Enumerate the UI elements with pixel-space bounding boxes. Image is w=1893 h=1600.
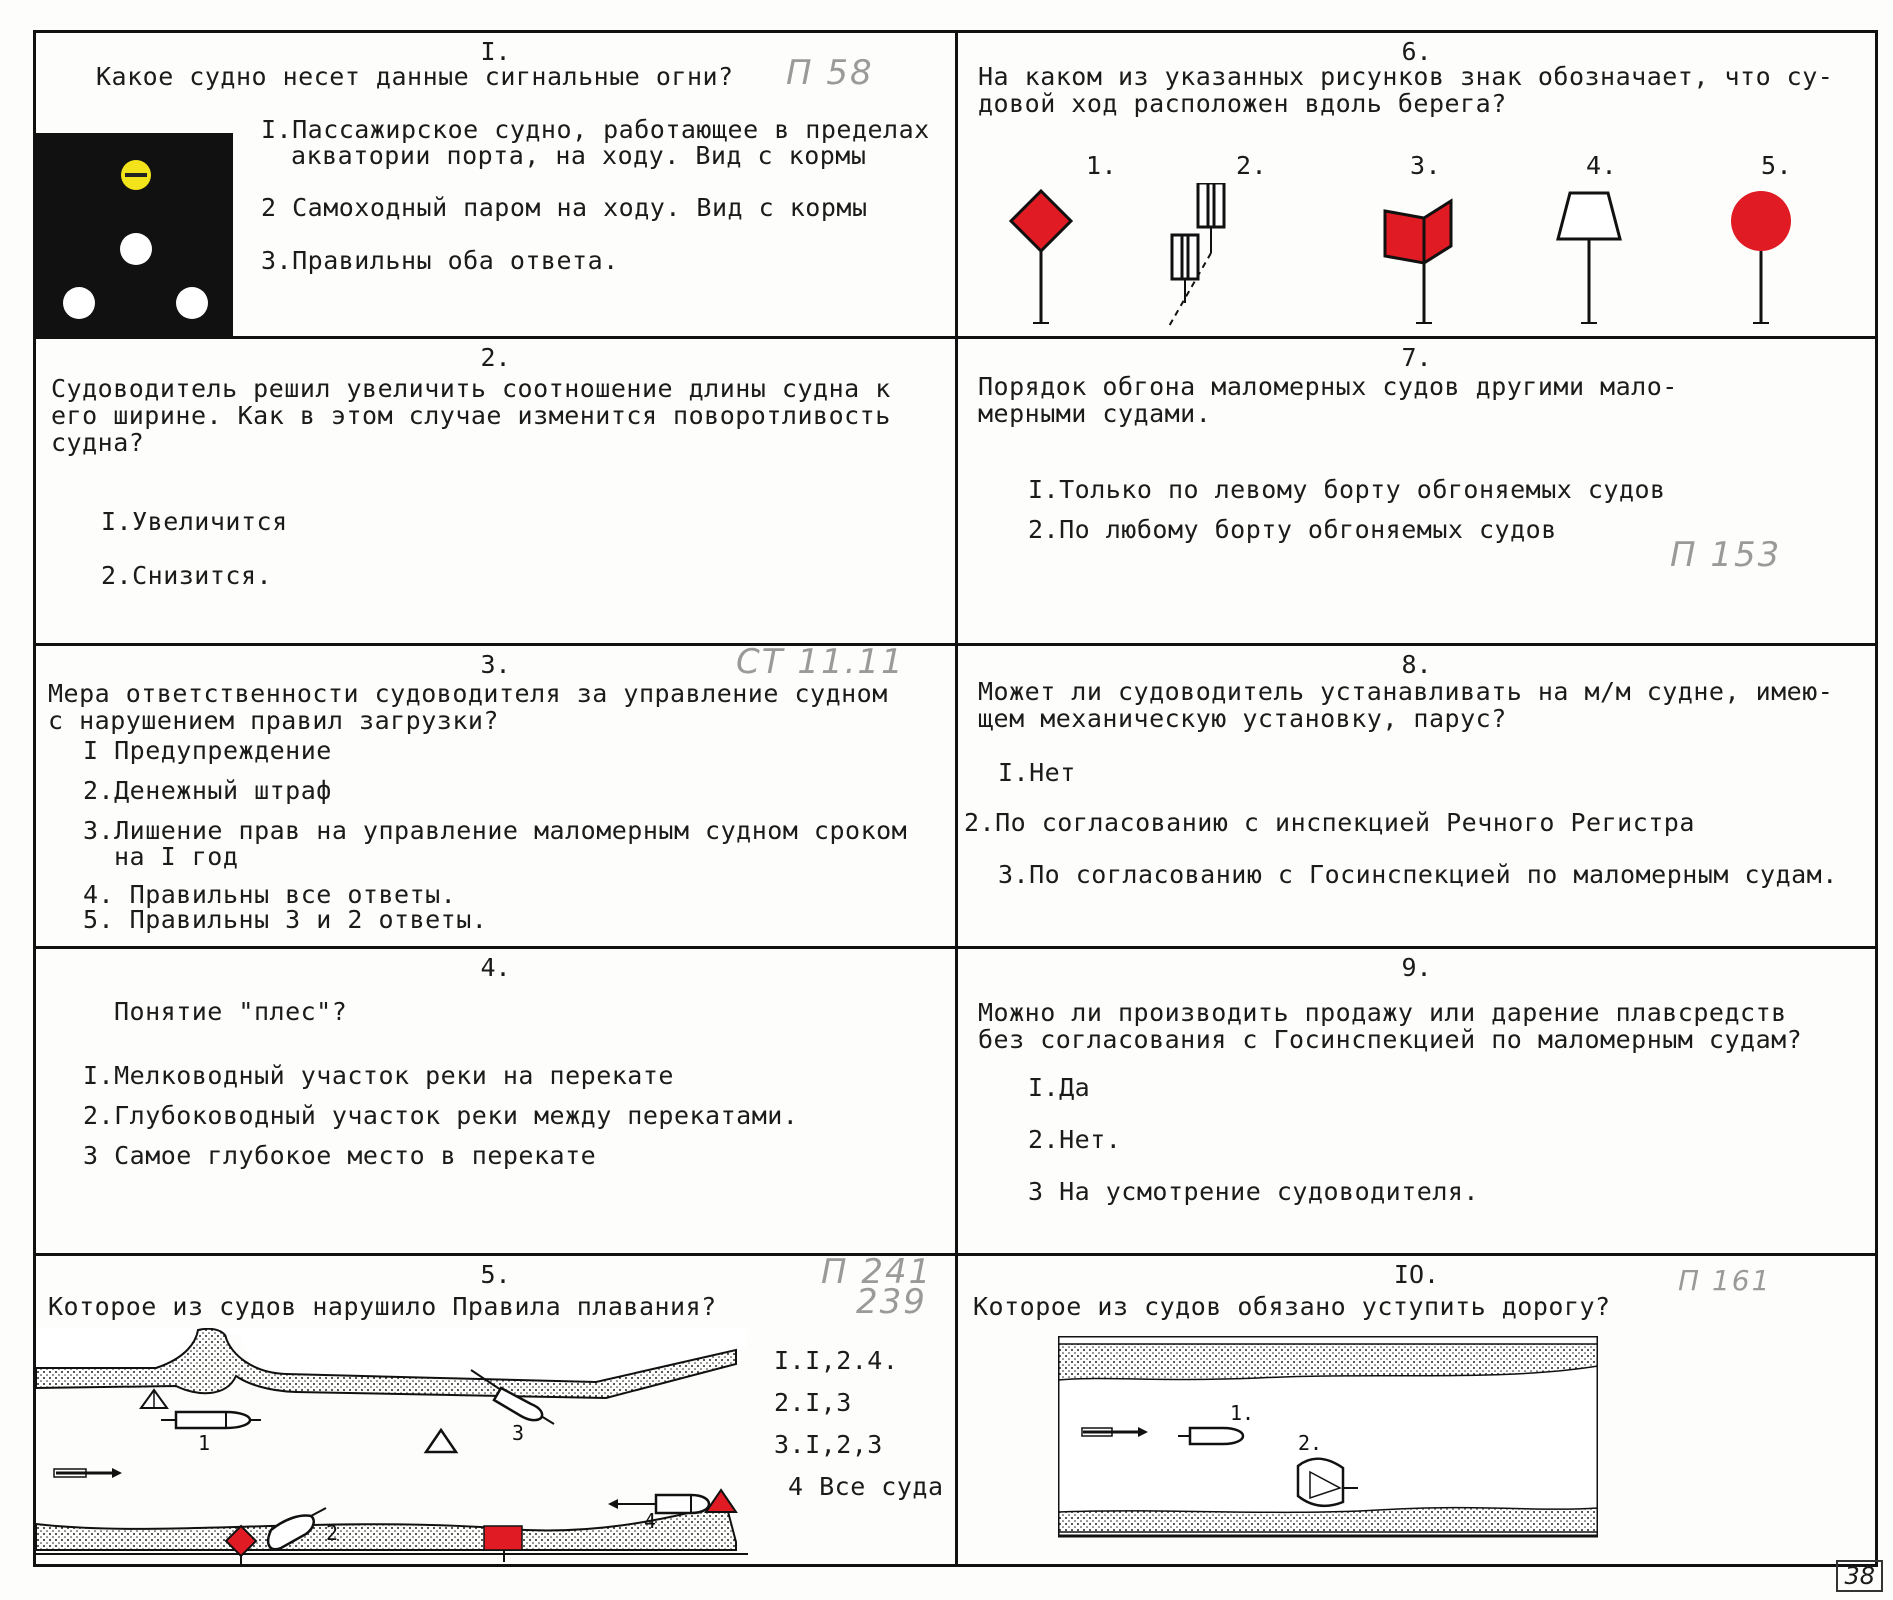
answer-option: акватории порта, на ходу. Вид с кормы (291, 141, 867, 170)
question-text: Судоводитель решил увеличить соотношение длины судна к его ширине. Как в этом случае изменится поворотливость судна? (51, 374, 891, 457)
answer-option: 3.I,2,3 (774, 1430, 883, 1459)
handwritten-reference: П 161 (1678, 1264, 1772, 1297)
question-7-card (958, 339, 1875, 646)
white-light-icon (120, 233, 152, 265)
vessel-1-icon (141, 1390, 261, 1428)
answer-option: 2.I,3 (774, 1388, 852, 1417)
answer-option: 2.Нет. (1028, 1125, 1122, 1154)
answer-option: 3.Правильны оба ответа. (261, 246, 619, 275)
question-text: Которое из судов обязано уступить дорогу? (973, 1292, 1611, 1321)
answer-option: 2.Глубоководный участок реки между перекатами. (83, 1101, 799, 1130)
handwritten-reference: 239 (856, 1282, 927, 1322)
handwritten-reference: П 153 (1670, 535, 1782, 575)
answer-option: I.Мелководный участок реки на перекате (83, 1061, 674, 1090)
question-number: 7. (1401, 343, 1432, 372)
page-number: 38 (1836, 1560, 1883, 1592)
question-6-card (958, 33, 1875, 339)
vessel-label: 4 (644, 1509, 657, 1533)
sign-1-red-diamond-icon (1011, 191, 1071, 323)
river-diagram-figure (36, 1328, 748, 1564)
question-number: 4. (480, 953, 511, 982)
answer-option: 2.По согласованию с инспекцией Речного Регистра (964, 808, 1695, 837)
sign-2-leading-marks-icon (1168, 183, 1224, 328)
question-2-card (36, 339, 958, 646)
answer-option: 3.Лишение прав на управление маломерным судном сроком (83, 816, 908, 845)
white-light-icon (63, 287, 95, 319)
sign-label: 3. (1410, 151, 1442, 180)
vessel-label: 3 (512, 1421, 525, 1445)
vessel-label: 2 (326, 1521, 339, 1545)
handwritten-reference: СТ 11.11 (736, 642, 905, 682)
handwritten-reference: П 58 (786, 53, 874, 93)
navigation-signs-figure (958, 183, 1875, 333)
sign-5-red-circle-icon (1731, 191, 1791, 323)
answer-option: 3 На усмотрение судоводителя. (1028, 1177, 1479, 1206)
question-number: 9. (1401, 953, 1432, 982)
question-text: Которое из судов нарушило Правила плавания? (48, 1292, 717, 1321)
question-text: Можно ли производить продажу или дарение плавсредств без согласования с Госинспекцией по маломерным судам? (978, 998, 1803, 1054)
sign-3-red-folded-flag-icon (1385, 201, 1451, 323)
question-text: Мера ответственности судоводителя за управление судном с нарушением правил загрузки? (48, 679, 888, 735)
question-number: 6. (1401, 37, 1432, 66)
flow-arrow-icon (54, 1468, 122, 1478)
question-text: Может ли судоводитель устанавливать на м/м судне, имею- щем механическую установку, парус? (978, 677, 1834, 733)
question-text: Порядок обгона маломерных судов другими мало- мерными судами. (978, 372, 1678, 428)
answer-option: 2.По любому борту обгоняемых судов (1028, 515, 1557, 544)
answer-option: на I год (114, 842, 239, 871)
question-5-card (36, 1252, 958, 1564)
question-text: Какое судно несет данные сигнальные огни? (96, 62, 734, 91)
question-10-card (958, 1256, 1875, 1564)
yellow-light-stripe (125, 173, 147, 177)
river-diagram-figure (1058, 1336, 1598, 1556)
vessel-4-icon (608, 1490, 736, 1513)
answer-option: 2.Денежный штраф (83, 776, 332, 805)
vessel-label: 2. (1298, 1431, 1323, 1455)
question-number: IO. (1393, 1260, 1440, 1289)
sign-label: 1. (1086, 151, 1118, 180)
white-light-icon (176, 287, 208, 319)
question-4-card (36, 949, 958, 1256)
answer-option: 2.Снизится. (101, 561, 273, 590)
question-1-card (36, 33, 958, 339)
question-3-card (36, 642, 958, 949)
question-number: I. (480, 37, 511, 66)
vessel-label: 1 (198, 1431, 211, 1455)
sign-label: 2. (1236, 151, 1268, 180)
answer-option: 2 Самоходный паром на ходу. Вид с кормы (261, 193, 868, 222)
answer-option: I.Да (1028, 1073, 1091, 1102)
answer-option: I.Пассажирское судно, работающее в пределах (261, 115, 930, 144)
question-9-card (958, 949, 1875, 1256)
red-flag-sign-icon (484, 1526, 522, 1562)
sign-label: 4. (1586, 151, 1618, 180)
handwritten-reference: П 241 (821, 1252, 933, 1292)
question-text: На каком из указанных рисунков знак обозначает, что су- довой ход расположен вдоль берега? (978, 62, 1834, 118)
answer-option: 5. Правильны 3 и 2 ответы. (83, 905, 488, 934)
answer-option: 4 Все суда (788, 1472, 944, 1501)
question-text: Понятие "плес"? (114, 997, 348, 1026)
vessel-label: 1. (1230, 1401, 1255, 1425)
sign-label: 5. (1761, 151, 1793, 180)
question-number: 2. (480, 343, 511, 372)
answer-option: I.Нет (998, 758, 1076, 787)
answer-option: 4. Правильны все ответы. (83, 880, 457, 909)
answer-option: I.I,2.4. (774, 1346, 899, 1375)
answer-option: 3 Самое глубокое место в перекате (83, 1141, 597, 1170)
question-number: 5. (480, 1260, 511, 1289)
question-8-card (958, 646, 1875, 949)
question-number: 8. (1401, 650, 1432, 679)
answer-option: I.Только по левому борту обгоняемых судов (1028, 475, 1666, 504)
buoy-triangle-icon (426, 1430, 456, 1452)
answer-option: 3.По согласованию с Госинспекцией по маломерным судам. (998, 860, 1838, 889)
question-number: 3. (480, 650, 511, 679)
answer-option: I.Увеличится (101, 507, 288, 536)
signal-lights-image (36, 133, 233, 336)
answer-option: I Предупреждение (83, 736, 332, 765)
sign-4-white-trapezoid-icon (1558, 193, 1620, 323)
question-sheet (33, 30, 1878, 1567)
